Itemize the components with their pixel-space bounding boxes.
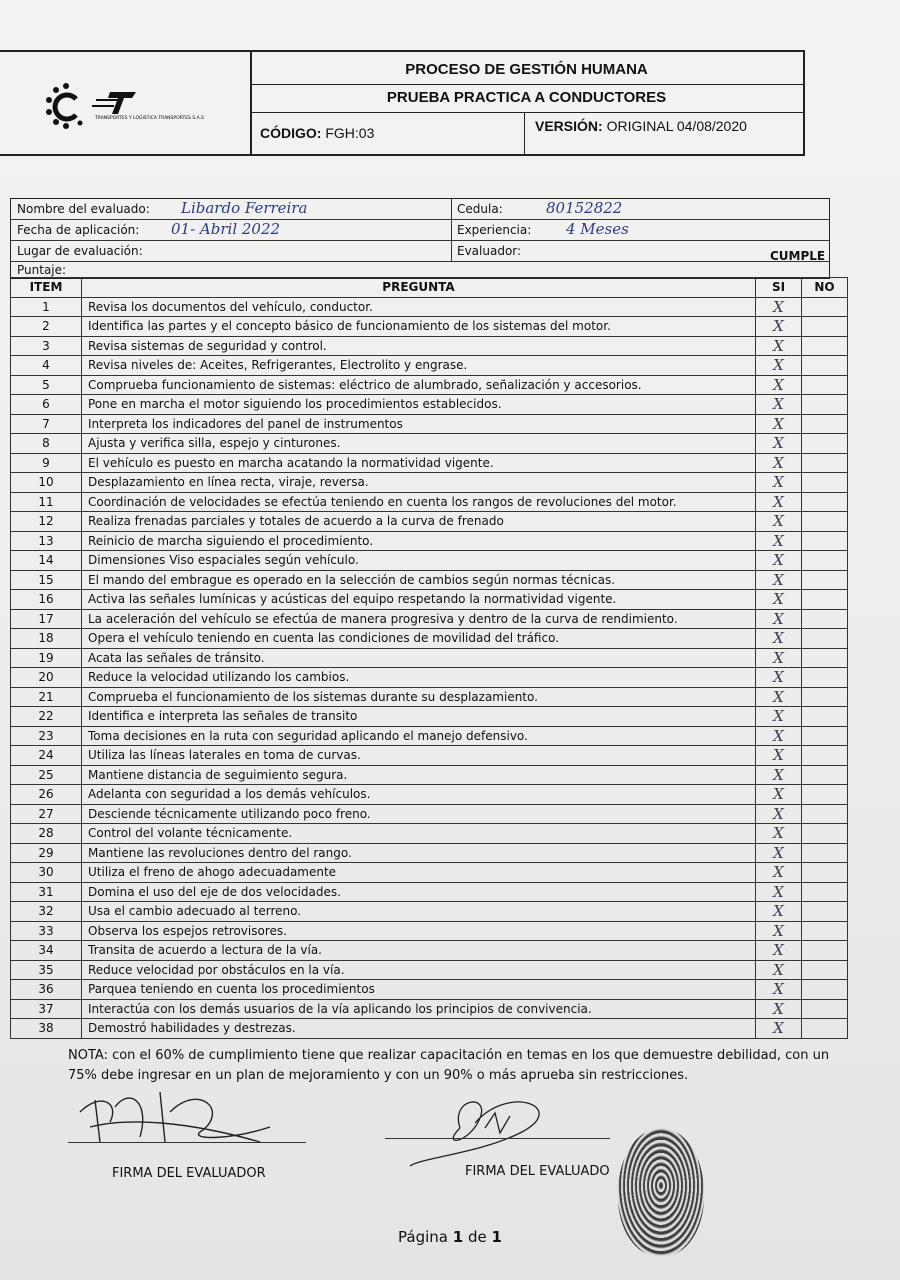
table-row (11, 453, 848, 473)
question-text: Domina el uso del eje de dos velocidades. (82, 882, 756, 902)
question-text: Revisa los documentos del vehículo, conductor. (82, 297, 756, 317)
evaluated-signature-line (385, 1138, 610, 1139)
item-number: 27 (11, 804, 82, 824)
no-cell (802, 902, 848, 922)
evaluated-signature-image (400, 1088, 570, 1168)
no-cell (802, 648, 848, 668)
question-text: Identifica e interpreta las señales de transito (82, 707, 756, 727)
item-number: 17 (11, 609, 82, 629)
item-number: 7 (11, 414, 82, 434)
si-checkmark: X (756, 434, 802, 454)
no-cell (802, 746, 848, 766)
question-text: Utiliza el freno de ahogo adecuadamente (82, 863, 756, 883)
table-row (11, 785, 848, 805)
evaluator-label: Evaluador: (457, 244, 522, 258)
question-text: Toma decisiones en la ruta con seguridad aplicando el manejo defensivo. (82, 726, 756, 746)
si-checkmark: X (756, 297, 802, 317)
table-row (11, 492, 848, 512)
table-row (11, 746, 848, 766)
no-cell (802, 414, 848, 434)
table-row (11, 512, 848, 532)
evaluator-signature-line (68, 1142, 306, 1143)
item-number: 15 (11, 570, 82, 590)
si-checkmark: X (756, 726, 802, 746)
no-cell (802, 317, 848, 337)
no-cell (802, 551, 848, 571)
table-header-row (11, 278, 848, 298)
question-text: Dimensiones Viso espaciales según vehículo. (82, 551, 756, 571)
question-text: Usa el cambio adecuado al terreno. (82, 902, 756, 922)
table-row (11, 317, 848, 337)
question-text: Parquea teniendo en cuenta los procedimientos (82, 980, 756, 1000)
evaluee-info-box (10, 198, 830, 279)
item-number: 24 (11, 746, 82, 766)
question-text: Reinicio de marcha siguiendo el procedimiento. (82, 531, 756, 551)
item-number: 31 (11, 882, 82, 902)
si-checkmark: X (756, 492, 802, 512)
table-row (11, 687, 848, 707)
form-title: PRUEBA PRACTICA A CONDUCTORES (250, 84, 803, 113)
table-row (11, 629, 848, 649)
si-checkmark: X (756, 863, 802, 883)
col-no-header: NO (802, 278, 848, 298)
si-checkmark: X (756, 609, 802, 629)
question-text: Pone en marcha el motor siguiendo los procedimientos establecidos. (82, 395, 756, 415)
table-row (11, 570, 848, 590)
item-number: 5 (11, 375, 82, 395)
question-text: Realiza frenadas parciales y totales de acuerdo a la curva de frenado (82, 512, 756, 532)
question-text: La aceleración del vehículo se efectúa de manera progresiva y dentro de la curva de rendimiento. (82, 609, 756, 629)
table-row (11, 551, 848, 571)
si-checkmark: X (756, 1019, 802, 1039)
si-checkmark: X (756, 999, 802, 1019)
table-row (11, 1019, 848, 1039)
si-checkmark: X (756, 941, 802, 961)
table-row (11, 980, 848, 1000)
question-text: Desciende técnicamente utilizando poco freno. (82, 804, 756, 824)
no-cell (802, 590, 848, 610)
item-number: 32 (11, 902, 82, 922)
item-number: 36 (11, 980, 82, 1000)
col-question-header: PREGUNTA (82, 278, 756, 298)
item-number: 1 (11, 297, 82, 317)
question-text: El vehículo es puesto en marcha acatando la normatividad vigente. (82, 453, 756, 473)
table-row (11, 921, 848, 941)
item-number: 19 (11, 648, 82, 668)
fingerprint-image (618, 1128, 704, 1256)
question-text: Coordinación de velocidades se efectúa teniendo en cuenta los rangos de revoluciones del motor. (82, 492, 756, 512)
item-number: 35 (11, 960, 82, 980)
question-text: Identifica las partes y el concepto básico de funcionamiento de los sistemas del motor. (82, 317, 756, 337)
si-checkmark: X (756, 317, 802, 337)
company-logo (0, 52, 252, 154)
table-row (11, 824, 848, 844)
question-text: Demostró habilidades y destrezas. (82, 1019, 756, 1039)
cumple-header: CUMPLE (770, 249, 826, 263)
place-label: Lugar de evaluación: (17, 244, 143, 258)
version-value: ORIGINAL 04/08/2020 (606, 118, 747, 134)
si-checkmark: X (756, 570, 802, 590)
no-cell (802, 531, 848, 551)
si-checkmark: X (756, 395, 802, 415)
item-number: 26 (11, 785, 82, 805)
item-number: 33 (11, 921, 82, 941)
item-number: 12 (11, 512, 82, 532)
item-number: 13 (11, 531, 82, 551)
no-cell (802, 999, 848, 1019)
no-cell (802, 668, 848, 688)
no-cell (802, 375, 848, 395)
table-row (11, 863, 848, 883)
question-text: Desplazamiento en línea recta, viraje, reversa. (82, 473, 756, 493)
date-value: 01- Abril 2022 (171, 220, 281, 238)
table-row (11, 941, 848, 961)
question-text: Control del volante técnicamente. (82, 824, 756, 844)
question-text: Revisa niveles de: Aceites, Refrigerantes, Electrolito y engrase. (82, 356, 756, 376)
item-number: 3 (11, 336, 82, 356)
no-cell (802, 785, 848, 805)
item-number: 22 (11, 707, 82, 727)
no-cell (802, 726, 848, 746)
item-number: 28 (11, 824, 82, 844)
si-checkmark: X (756, 707, 802, 727)
info-row-score (11, 262, 829, 278)
no-cell (802, 765, 848, 785)
table-row (11, 434, 848, 454)
table-row (11, 356, 848, 376)
evaluator-signature-label: FIRMA DEL EVALUADOR (112, 1166, 266, 1181)
no-cell (802, 941, 848, 961)
name-label: Nombre del evaluado: (17, 202, 150, 216)
question-text: Mantiene distancia de seguimiento segura. (82, 765, 756, 785)
no-cell (802, 1019, 848, 1039)
table-row (11, 902, 848, 922)
no-cell (802, 473, 848, 493)
table-row (11, 668, 848, 688)
item-number: 37 (11, 999, 82, 1019)
date-label: Fecha de aplicación: (17, 223, 140, 237)
item-number: 21 (11, 687, 82, 707)
name-value: Libardo Ferreira (181, 199, 308, 217)
si-checkmark: X (756, 980, 802, 1000)
no-cell (802, 570, 848, 590)
item-number: 23 (11, 726, 82, 746)
table-row (11, 297, 848, 317)
process-title: PROCESO DE GESTIÓN HUMANA (250, 56, 803, 85)
no-cell (802, 980, 848, 1000)
item-number: 2 (11, 317, 82, 337)
item-number: 34 (11, 941, 82, 961)
evaluation-table (10, 277, 848, 1039)
table-row (11, 336, 848, 356)
table-row (11, 882, 848, 902)
table-row (11, 999, 848, 1019)
page-number: Página 1 de 1 (398, 1228, 502, 1246)
si-checkmark: X (756, 590, 802, 610)
code-label: CÓDIGO: (260, 125, 322, 141)
item-number: 9 (11, 453, 82, 473)
question-text: El mando del embrague es operado en la selección de cambios según normas técnicas. (82, 570, 756, 590)
no-cell (802, 921, 848, 941)
no-cell (802, 395, 848, 415)
si-checkmark: X (756, 648, 802, 668)
col-si-header: SI (756, 278, 802, 298)
item-number: 20 (11, 668, 82, 688)
table-row (11, 414, 848, 434)
table-row (11, 609, 848, 629)
question-text: Comprueba funcionamiento de sistemas: eléctrico de alumbrado, señalización y accesorios. (82, 375, 756, 395)
item-number: 29 (11, 843, 82, 863)
item-number: 16 (11, 590, 82, 610)
question-text: Opera el vehículo teniendo en cuenta las condiciones de movilidad del tráfico. (82, 629, 756, 649)
table-row (11, 843, 848, 863)
id-value: 80152822 (546, 199, 623, 217)
item-number: 30 (11, 863, 82, 883)
no-cell (802, 297, 848, 317)
si-checkmark: X (756, 804, 802, 824)
table-row (11, 960, 848, 980)
item-number: 14 (11, 551, 82, 571)
id-label: Cedula: (457, 202, 503, 216)
si-checkmark: X (756, 687, 802, 707)
document-header (0, 50, 805, 156)
no-cell (802, 843, 848, 863)
evaluated-signature-label: FIRMA DEL EVALUADO (465, 1164, 610, 1179)
question-text: Comprueba el funcionamiento de los sistemas durante su desplazamiento. (82, 687, 756, 707)
no-cell (802, 882, 848, 902)
si-checkmark: X (756, 336, 802, 356)
si-checkmark: X (756, 882, 802, 902)
logo-text: TRANSPORTES Y LOGISTICA TRANSPORTES S.A.S (95, 116, 204, 121)
version-label: VERSIÓN: (535, 118, 603, 134)
table-row (11, 804, 848, 824)
no-cell (802, 707, 848, 727)
item-number: 8 (11, 434, 82, 454)
table-row (11, 726, 848, 746)
info-row-date (11, 220, 829, 241)
si-checkmark: X (756, 375, 802, 395)
question-text: Reduce la velocidad utilizando los cambios. (82, 668, 756, 688)
si-checkmark: X (756, 960, 802, 980)
table-row (11, 765, 848, 785)
table-row (11, 590, 848, 610)
question-text: Acata las señales de tránsito. (82, 648, 756, 668)
item-number: 6 (11, 395, 82, 415)
table-row (11, 707, 848, 727)
experience-label: Experiencia: (457, 223, 532, 237)
info-row-name (11, 199, 829, 220)
question-text: Activa las señales lumínicas y acústicas del equipo respetando la normatividad vigente. (82, 590, 756, 610)
info-row-place (11, 241, 829, 262)
si-checkmark: X (756, 551, 802, 571)
si-checkmark: X (756, 629, 802, 649)
table-row (11, 473, 848, 493)
si-checkmark: X (756, 473, 802, 493)
no-cell (802, 492, 848, 512)
si-checkmark: X (756, 843, 802, 863)
no-cell (802, 863, 848, 883)
no-cell (802, 804, 848, 824)
no-cell (802, 629, 848, 649)
no-cell (802, 453, 848, 473)
item-number: 18 (11, 629, 82, 649)
no-cell (802, 434, 848, 454)
question-text: Interactúa con los demás usuarios de la vía aplicando los principios de convivencia. (82, 999, 756, 1019)
no-cell (802, 512, 848, 532)
no-cell (802, 960, 848, 980)
score-label: Puntaje: (17, 263, 67, 277)
si-checkmark: X (756, 765, 802, 785)
table-row (11, 375, 848, 395)
question-text: Transita de acuerdo a lectura de la vía. (82, 941, 756, 961)
no-cell (802, 356, 848, 376)
no-cell (802, 609, 848, 629)
question-text: Utiliza las líneas laterales en toma de curvas. (82, 746, 756, 766)
si-checkmark: X (756, 824, 802, 844)
question-text: Ajusta y verifica silla, espejo y cinturones. (82, 434, 756, 454)
question-text: Observa los espejos retrovisores. (82, 921, 756, 941)
note-text: NOTA: con el 60% de cumplimiento tiene que realizar capacitación en temas en los que demuestre debilidad, con un 75% debe ingresar en un plan de mejoramiento y con un 90% o más aprueba sin restricciones. (68, 1048, 830, 1083)
question-text: Interpreta los indicadores del panel de instrumentos (82, 414, 756, 434)
item-number: 25 (11, 765, 82, 785)
logo-icon (0, 52, 250, 154)
item-number: 38 (11, 1019, 82, 1039)
question-text: Revisa sistemas de seguridad y control. (82, 336, 756, 356)
si-checkmark: X (756, 921, 802, 941)
si-checkmark: X (756, 453, 802, 473)
item-number: 10 (11, 473, 82, 493)
si-checkmark: X (756, 746, 802, 766)
table-body (11, 297, 848, 1038)
si-checkmark: X (756, 356, 802, 376)
si-checkmark: X (756, 531, 802, 551)
si-checkmark: X (756, 785, 802, 805)
question-text: Reduce velocidad por obstáculos en la vía. (82, 960, 756, 980)
version-cell (525, 112, 803, 154)
col-item-header: ITEM (11, 278, 82, 298)
table-row (11, 531, 848, 551)
question-text: Mantiene las revoluciones dentro del rango. (82, 843, 756, 863)
si-checkmark: X (756, 414, 802, 434)
no-cell (802, 687, 848, 707)
experience-value: 4 Meses (566, 220, 629, 238)
table-row (11, 648, 848, 668)
si-checkmark: X (756, 668, 802, 688)
si-checkmark: X (756, 902, 802, 922)
item-number: 4 (11, 356, 82, 376)
code-value: FGH:03 (325, 125, 375, 141)
table-row (11, 395, 848, 415)
question-text: Adelanta con seguridad a los demás vehículos. (82, 785, 756, 805)
si-checkmark: X (756, 512, 802, 532)
item-number: 11 (11, 492, 82, 512)
code-cell (250, 112, 525, 154)
no-cell (802, 824, 848, 844)
no-cell (802, 336, 848, 356)
